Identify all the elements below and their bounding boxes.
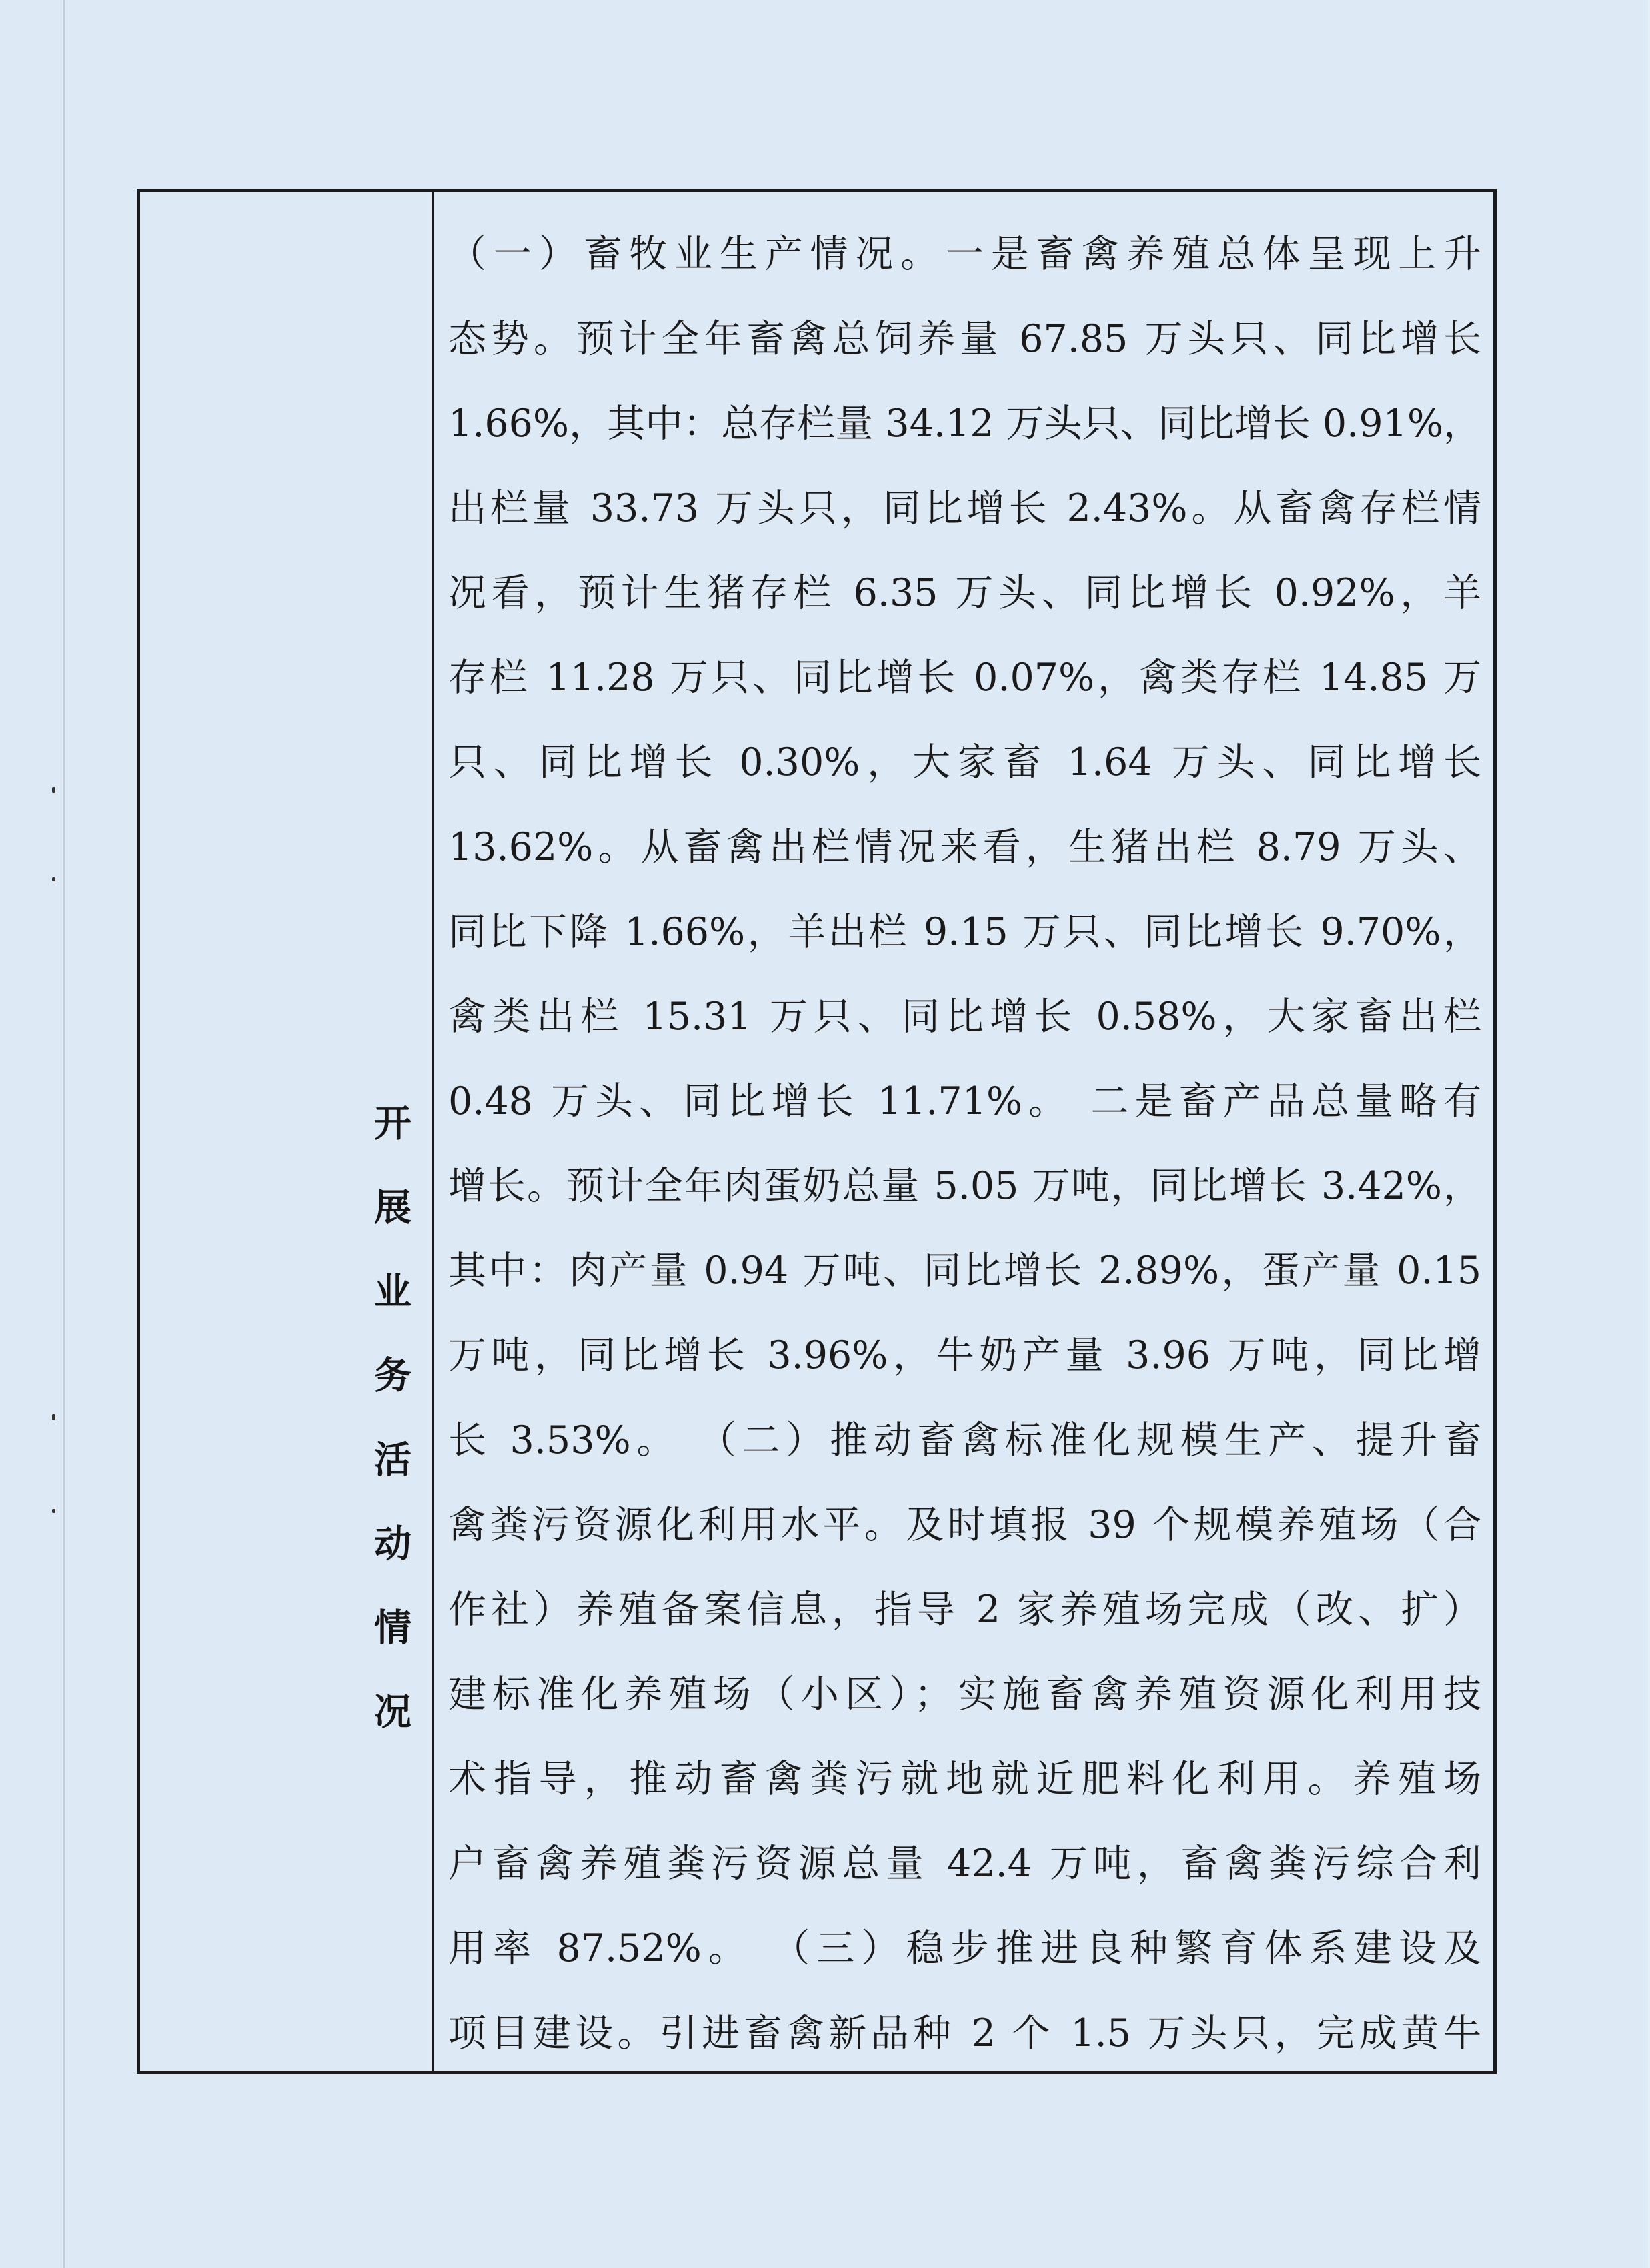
content-line: 增长。预计全年肉蛋奶总量 5.05 万吨，同比增长 3.42%， (448, 1164, 1481, 1208)
activity-table (137, 189, 1497, 2074)
binding-hole-mark (52, 877, 55, 881)
content-line: 万吨，同比增长 3.96%，牛奶产量 3.96 万吨，同比增 (448, 1333, 1481, 1377)
content-line: 况看，预计生猪存栏 6.35 万头、同比增长 0.92%，羊 (448, 571, 1481, 615)
content-line: 建标准化养殖场（小区）；实施畜禽养殖资源化利用技 (448, 1672, 1481, 1716)
binding-hole-mark (52, 1414, 55, 1420)
binding-hole-mark (52, 787, 55, 793)
content-line: 项目建设。引进畜禽新品种 2 个 1.5 万头只，完成黄牛 (448, 2011, 1481, 2055)
content-line: 存栏 11.28 万只、同比增长 0.07%，禽类存栏 14.85 万 (448, 656, 1481, 700)
row-label: 开展业务活动情况 (368, 1103, 411, 1776)
activity-content-cell (434, 192, 1493, 2071)
content-line: 其中：肉产量 0.94 万吨、同比增长 2.89%，蛋产量 0.15 (448, 1249, 1481, 1293)
content-line: 长 3.53%。 （二）推动畜禽标准化规模生产、提升畜 (448, 1418, 1481, 1462)
content-line: 作社）养殖备案信息，指导 2 家养殖场完成（改、扩） (448, 1588, 1481, 1632)
content-line: 同比下降 1.66%，羊出栏 9.15 万只、同比增长 9.70%， (448, 910, 1481, 954)
content-line: 术指导，推动畜禽粪污就地就近肥料化利用。养殖场 (448, 1757, 1481, 1801)
content-line: 户畜禽养殖粪污资源总量 42.4 万吨，畜禽粪污综合利 (448, 1842, 1481, 1886)
content-line: 只、同比增长 0.30%，大家畜 1.64 万头、同比增长 (448, 740, 1481, 784)
content-line: 13.62%。从畜禽出栏情况来看，生猪出栏 8.79 万头、 (448, 825, 1481, 869)
content-line: 态势。预计全年畜禽总饲养量 67.85 万头只、同比增长 (448, 317, 1481, 361)
content-line: 1.66%，其中：总存栏量 34.12 万头只、同比增长 0.91%， (448, 402, 1481, 446)
content-line: 0.48 万头、同比增长 11.71%。 二是畜产品总量略有 (448, 1079, 1481, 1123)
content-line: 用率 87.52%。 （三）稳步推进良种繁育体系建设及 (448, 1926, 1481, 1970)
content-line: 禽粪污资源化利用水平。及时填报 39 个规模养殖场（合 (448, 1503, 1481, 1547)
binding-hole-mark (52, 1509, 55, 1513)
content-line: 出栏量 33.73 万头只，同比增长 2.43%。从畜禽存栏情 (448, 486, 1481, 530)
binding-margin-line (63, 0, 65, 2268)
content-line: （一）畜牧业生产情况。一是畜禽养殖总体呈现上升 (448, 232, 1481, 276)
row-label-cell (140, 192, 434, 2071)
activity-description (448, 212, 1481, 2071)
content-line: 禽类出栏 15.31 万只、同比增长 0.58%，大家畜出栏 (448, 995, 1481, 1039)
